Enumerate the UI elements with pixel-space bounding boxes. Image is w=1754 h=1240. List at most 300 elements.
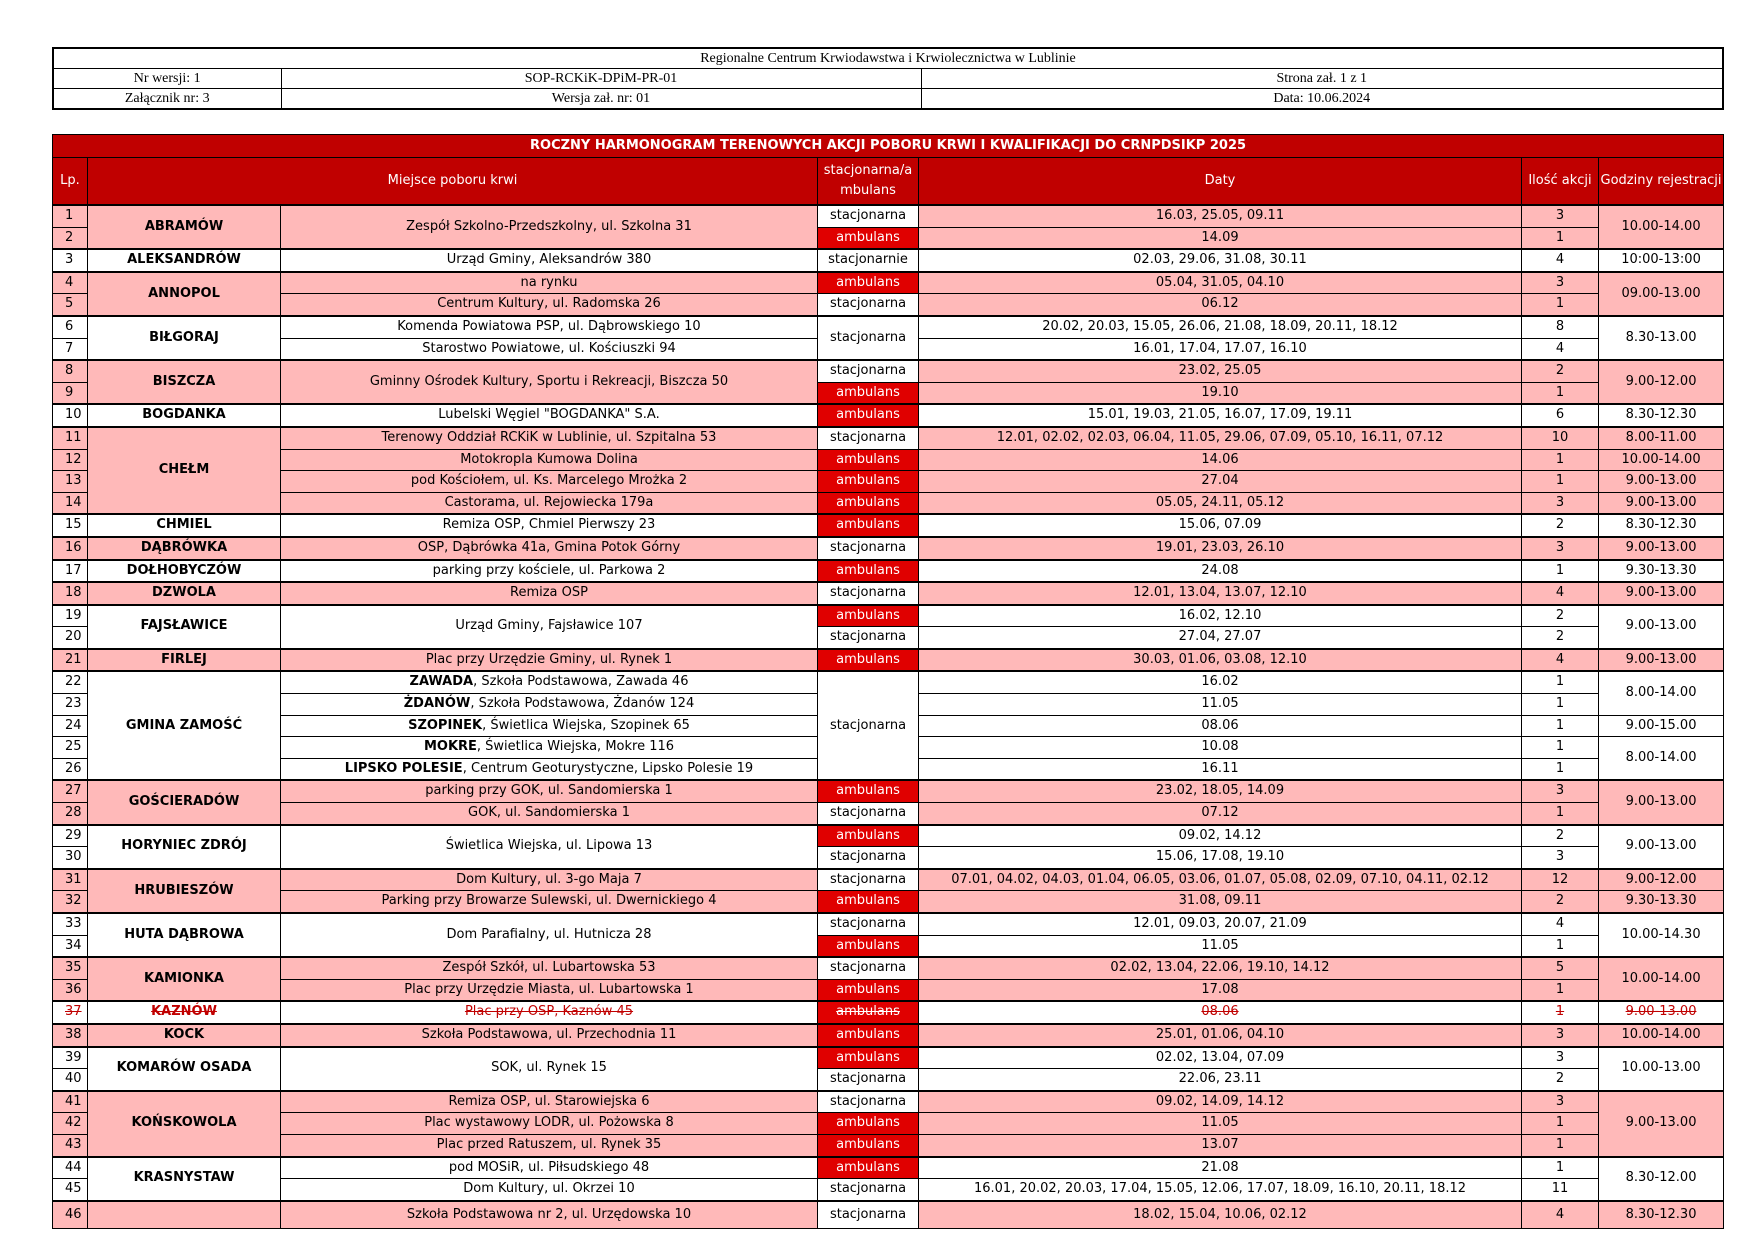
collection-type: stacjonarnie: [818, 249, 919, 272]
location-name: FIRLEJ: [88, 649, 281, 672]
location-name: HUTA DĄBROWA: [88, 913, 281, 957]
location-name: KAMIONKA: [88, 957, 281, 1001]
schedule-row: [53, 605, 1724, 627]
row-number: 25: [53, 737, 88, 759]
registration-hours: 10:00-13:00: [1599, 249, 1724, 272]
action-dates: 12.01, 09.03, 20.07, 21.09: [919, 913, 1522, 935]
collection-type: stacjonarna: [818, 205, 919, 227]
schedule-row: [53, 294, 1724, 316]
registration-hours: 9.00-13.00: [1599, 471, 1724, 493]
village-name: MOKRE: [423, 739, 477, 755]
action-count: 1: [1522, 671, 1599, 693]
action-count: 1: [1522, 935, 1599, 957]
action-count: 3: [1522, 272, 1599, 294]
collection-type: stacjonarna: [818, 537, 919, 560]
action-count: 3: [1522, 492, 1599, 514]
action-count: 2: [1522, 605, 1599, 627]
collection-place: Remiza OSP, ul. Starowiejska 6: [281, 1091, 818, 1113]
location-name: FAJSŁAWICE: [88, 605, 281, 649]
collection-place: Szkoła Podstawowa nr 2, ul. Urzędowska 10: [281, 1201, 818, 1229]
location-name: DZWOLA: [88, 582, 281, 605]
row-number: 33: [53, 913, 88, 935]
action-dates: 08.06: [919, 715, 1522, 737]
action-count: 4: [1522, 1201, 1599, 1229]
collection-place: GOK, ul. Sandomierska 1: [281, 803, 818, 825]
row-number: 27: [53, 780, 88, 802]
row-number: 41: [53, 1091, 88, 1113]
place-address: , Szkoła Podstawowa, Zawada 46: [473, 674, 689, 690]
schedule-table: [52, 134, 1724, 1229]
organization-name: Regionalne Centrum Krwiodawstwa i Krwiolecznictwa w Lublinie: [53, 48, 1723, 69]
collection-place: Plac przy OSP, Kaznów 45: [281, 1001, 818, 1024]
collection-type: ambulans: [818, 382, 919, 404]
version-number: Nr wersji: 1: [53, 69, 281, 89]
schedule-row: [53, 1113, 1724, 1135]
action-dates: 18.02, 15.04, 10.06, 02.12: [919, 1201, 1522, 1229]
schedule-row: [53, 316, 1724, 338]
row-number: 17: [53, 560, 88, 583]
registration-hours: 09.00-13.00: [1599, 272, 1724, 316]
row-number: 28: [53, 803, 88, 825]
collection-type: ambulans: [818, 1001, 919, 1024]
schedule-row: [53, 979, 1724, 1001]
schedule-row: [53, 360, 1724, 382]
document-date: Data: 10.06.2024: [921, 89, 1723, 110]
schedule-row: [53, 891, 1724, 913]
action-count: 2: [1522, 825, 1599, 847]
registration-hours: 10.00-14.00: [1599, 449, 1724, 471]
collection-place: Plac przed Ratuszem, ul. Rynek 35: [281, 1134, 818, 1156]
schedule-row: [53, 780, 1724, 802]
row-number: 11: [53, 427, 88, 449]
location-name: BOGDANKA: [88, 404, 281, 427]
registration-hours: 8.00-11.00: [1599, 427, 1724, 449]
action-dates: 16.01, 20.02, 20.03, 17.04, 15.05, 12.06, 17.07, 18.09, 16.10, 20.11, 18.12: [919, 1179, 1522, 1201]
row-number: 3: [53, 249, 88, 272]
location-name: [88, 1201, 281, 1229]
action-dates: 30.03, 01.06, 03.08, 12.10: [919, 649, 1522, 672]
collection-type: ambulans: [818, 935, 919, 957]
collection-place: Plac przy Urzędzie Miasta, ul. Lubartowska 1: [281, 979, 818, 1001]
registration-hours: 9.00-13.00: [1599, 582, 1724, 605]
registration-hours: 8.30-12.00: [1599, 1157, 1724, 1201]
action-dates: 16.03, 25.05, 09.11: [919, 205, 1522, 227]
row-number: 19: [53, 605, 88, 627]
collection-type: ambulans: [818, 1113, 919, 1135]
action-count: 1: [1522, 1134, 1599, 1156]
village-name: SZOPINEK: [408, 717, 483, 733]
schedule-row: [53, 825, 1724, 847]
collection-place: na rynku: [281, 272, 818, 294]
action-count: 8: [1522, 316, 1599, 338]
registration-hours: 9.30-13.30: [1599, 891, 1724, 913]
collection-place: Plac wystawowy LODR, ul. Pożowska 8: [281, 1113, 818, 1135]
row-number: 39: [53, 1047, 88, 1069]
collection-place: Remiza OSP: [281, 582, 818, 605]
registration-hours: 9.00-12.00: [1599, 360, 1724, 404]
schedule-row: [53, 1091, 1724, 1113]
registration-hours: 8.00-14.00: [1599, 671, 1724, 715]
registration-hours: 9.00-13.00: [1599, 605, 1724, 649]
action-dates: 14.09: [919, 227, 1522, 249]
action-dates: 27.04, 27.07: [919, 627, 1522, 649]
location-name: ANNOPOL: [88, 272, 281, 316]
action-dates: 16.01, 17.04, 17.07, 16.10: [919, 338, 1522, 360]
collection-place: Zespół Szkół, ul. Lubartowska 53: [281, 957, 818, 979]
schedule-row: [53, 869, 1724, 891]
collection-place: Gminny Ośrodek Kultury, Sportu i Rekreacji, Biszcza 50: [281, 360, 818, 404]
action-dates: 15.06, 07.09: [919, 514, 1522, 537]
row-number: 10: [53, 404, 88, 427]
action-dates: 11.05: [919, 935, 1522, 957]
row-number: 2: [53, 227, 88, 249]
collection-place: Centrum Kultury, ul. Radomska 26: [281, 294, 818, 316]
collection-place: [281, 737, 818, 759]
action-dates: 15.06, 17.08, 19.10: [919, 847, 1522, 869]
collection-place: Starostwo Powiatowe, ul. Kościuszki 94: [281, 338, 818, 360]
location-name: CHEŁM: [88, 427, 281, 514]
collection-place: [281, 671, 818, 693]
row-number: 12: [53, 449, 88, 471]
row-number: 40: [53, 1069, 88, 1091]
collection-type: ambulans: [818, 404, 919, 427]
place-address: , Szkoła Podstawowa, Żdanów 124: [470, 696, 695, 712]
row-number: 31: [53, 869, 88, 891]
row-number: 44: [53, 1157, 88, 1179]
action-dates: 13.07: [919, 1134, 1522, 1156]
registration-hours: 9.00-15.00: [1599, 715, 1724, 737]
action-dates: 10.08: [919, 737, 1522, 759]
collection-type: ambulans: [818, 891, 919, 913]
village-name: LIPSKO POLESIE: [344, 760, 463, 776]
schedule-row: [53, 671, 1724, 693]
schedule-row: [53, 560, 1724, 583]
action-dates: 22.06, 23.11: [919, 1069, 1522, 1091]
attachment-version: Wersja zał. nr: 01: [281, 89, 921, 110]
registration-hours: 9.00-13.00: [1599, 492, 1724, 514]
location-name: KOCK: [88, 1024, 281, 1047]
action-count: 2: [1522, 360, 1599, 382]
collection-place: parking przy kościele, ul. Parkowa 2: [281, 560, 818, 583]
action-dates: 06.12: [919, 294, 1522, 316]
action-count: 1: [1522, 382, 1599, 404]
schedule-title: ROCZNY HARMONOGRAM TERENOWYCH AKCJI POBORU KRWI I KWALIFIKACJI DO CRNPDSIKP 2025: [53, 135, 1724, 158]
registration-hours: 8.30-12.30: [1599, 1201, 1724, 1229]
collection-type: ambulans: [818, 272, 919, 294]
action-count: 4: [1522, 249, 1599, 272]
action-dates: 16.02: [919, 671, 1522, 693]
action-count: 2: [1522, 1069, 1599, 1091]
registration-hours: 8.30-13.00: [1599, 316, 1724, 360]
action-count: 4: [1522, 582, 1599, 605]
registration-hours: 9.00-13.00: [1599, 780, 1724, 824]
row-number: 4: [53, 272, 88, 294]
attachment-number: Załącznik nr: 3: [53, 89, 281, 110]
action-count: 2: [1522, 514, 1599, 537]
collection-place: Zespół Szkolno-Przedszkolny, ul. Szkolna 31: [281, 205, 818, 249]
row-number: 35: [53, 957, 88, 979]
row-number: 46: [53, 1201, 88, 1229]
action-count: 3: [1522, 537, 1599, 560]
schedule-row: [53, 272, 1724, 294]
collection-type: stacjonarna: [818, 582, 919, 605]
action-dates: 11.05: [919, 694, 1522, 716]
action-dates: 24.08: [919, 560, 1522, 583]
action-dates: 19.10: [919, 382, 1522, 404]
registration-hours: 10.00-14.00: [1599, 1024, 1724, 1047]
action-count: 1: [1522, 227, 1599, 249]
collection-place: Castorama, ul. Rejowiecka 179a: [281, 492, 818, 514]
schedule-row: [53, 957, 1724, 979]
action-dates: 19.01, 23.03, 26.10: [919, 537, 1522, 560]
collection-place: Szkoła Podstawowa, ul. Przechodnia 11: [281, 1024, 818, 1047]
location-name: BISZCZA: [88, 360, 281, 404]
schedule-row: [53, 205, 1724, 227]
action-dates: 21.08: [919, 1157, 1522, 1179]
registration-hours: 9.00-13.00: [1599, 825, 1724, 869]
collection-place: Dom Kultury, ul. Okrzei 10: [281, 1179, 818, 1201]
collection-type: ambulans: [818, 227, 919, 249]
column-header-count: Ilość akcji: [1522, 158, 1599, 206]
row-number: 29: [53, 825, 88, 847]
location-name: DOŁHOBYCZÓW: [88, 560, 281, 583]
column-header-lp: Lp.: [53, 158, 88, 206]
collection-type: stacjonarna: [818, 1091, 919, 1113]
row-number: 23: [53, 694, 88, 716]
collection-place: Motokropla Kumowa Dolina: [281, 449, 818, 471]
location-name: DĄBRÓWKA: [88, 537, 281, 560]
location-name: HRUBIESZÓW: [88, 869, 281, 913]
column-header-type: stacjonarna/a mbulans: [818, 158, 919, 206]
collection-type: ambulans: [818, 649, 919, 672]
schedule-row: [53, 649, 1724, 672]
collection-place: Komenda Powiatowa PSP, ul. Dąbrowskiego 10: [281, 316, 818, 338]
registration-hours: 8.30-12.30: [1599, 404, 1724, 427]
action-dates: 02.03, 29.06, 31.08, 30.11: [919, 249, 1522, 272]
collection-type: stacjonarna: [818, 957, 919, 979]
action-dates: 15.01, 19.03, 21.05, 16.07, 17.09, 19.11: [919, 404, 1522, 427]
collection-type: stacjonarna: [818, 869, 919, 891]
place-address: , Świetlica Wiejska, Mokre 116: [476, 739, 675, 755]
schedule-row: [53, 1024, 1724, 1047]
action-count: 1: [1522, 560, 1599, 583]
action-dates: 23.02, 18.05, 14.09: [919, 780, 1522, 802]
page-number: Strona zał. 1 z 1: [921, 69, 1723, 89]
action-count: 1: [1522, 979, 1599, 1001]
row-number: 9: [53, 382, 88, 404]
row-number: 18: [53, 582, 88, 605]
action-count: 3: [1522, 847, 1599, 869]
schedule-row: [53, 492, 1724, 514]
collection-type: stacjonarna: [818, 294, 919, 316]
schedule-row: [53, 404, 1724, 427]
action-dates: 17.08: [919, 979, 1522, 1001]
collection-place: pod MOSiR, ul. Piłsudskiego 48: [281, 1157, 818, 1179]
collection-type: stacjonarna: [818, 316, 919, 360]
registration-hours: 10.00-14.00: [1599, 957, 1724, 1001]
schedule-row: [53, 514, 1724, 537]
row-number: 22: [53, 671, 88, 693]
collection-place: pod Kościołem, ul. Ks. Marcelego Mrożka 2: [281, 471, 818, 493]
row-number: 37: [53, 1001, 88, 1024]
row-number: 16: [53, 537, 88, 560]
collection-type: ambulans: [818, 605, 919, 627]
village-name: ŻDANÓW: [403, 696, 471, 712]
schedule-row: [53, 1157, 1724, 1179]
collection-place: Świetlica Wiejska, ul. Lipowa 13: [281, 825, 818, 869]
row-number: 42: [53, 1113, 88, 1135]
schedule-row: [53, 582, 1724, 605]
row-number: 15: [53, 514, 88, 537]
schedule-row: [53, 913, 1724, 935]
action-dates: 09.02, 14.12: [919, 825, 1522, 847]
action-dates: 23.02, 25.05: [919, 360, 1522, 382]
action-dates: 12.01, 13.04, 13.07, 12.10: [919, 582, 1522, 605]
registration-hours: 9.00-13.00: [1599, 1001, 1724, 1024]
collection-type: ambulans: [818, 780, 919, 802]
location-name: ALEKSANDRÓW: [88, 249, 281, 272]
action-dates: 20.02, 20.03, 15.05, 26.06, 21.08, 18.09, 20.11, 18.12: [919, 316, 1522, 338]
schedule-row: [53, 471, 1724, 493]
row-number: 5: [53, 294, 88, 316]
registration-hours: 10.00-14.00: [1599, 205, 1724, 249]
action-count: 1: [1522, 294, 1599, 316]
schedule-row: [53, 803, 1724, 825]
action-dates: 12.01, 02.02, 02.03, 06.04, 11.05, 29.06, 07.09, 05.10, 16.11, 07.12: [919, 427, 1522, 449]
action-count: 3: [1522, 205, 1599, 227]
row-number: 34: [53, 935, 88, 957]
schedule-row: [53, 449, 1724, 471]
row-number: 45: [53, 1179, 88, 1201]
collection-place: OSP, Dąbrówka 41a, Gmina Potok Górny: [281, 537, 818, 560]
row-number: 38: [53, 1024, 88, 1047]
collection-place: [281, 758, 818, 780]
action-dates: 02.02, 13.04, 07.09: [919, 1047, 1522, 1069]
column-header-hours: Godziny rejestracji: [1599, 158, 1724, 206]
collection-place: Terenowy Oddział RCKiK w Lublinie, ul. Szpitalna 53: [281, 427, 818, 449]
collection-type: ambulans: [818, 1134, 919, 1156]
row-number: 36: [53, 979, 88, 1001]
collection-type: ambulans: [818, 449, 919, 471]
collection-type: ambulans: [818, 560, 919, 583]
schedule-row: [53, 1134, 1724, 1156]
action-dates: 07.01, 04.02, 04.03, 01.04, 06.05, 03.06, 01.07, 05.08, 02.09, 07.10, 04.11, 02.12: [919, 869, 1522, 891]
registration-hours: 10.00-13.00: [1599, 1047, 1724, 1091]
column-header-dates: Daty: [919, 158, 1522, 206]
schedule-row: [53, 1047, 1724, 1069]
row-number: 21: [53, 649, 88, 672]
registration-hours: 9.00-13.00: [1599, 649, 1724, 672]
action-count: 1: [1522, 449, 1599, 471]
action-count: 6: [1522, 404, 1599, 427]
collection-place: Urząd Gminy, Fajsławice 107: [281, 605, 818, 649]
place-address: , Centrum Geoturystyczne, Lipsko Polesie 19: [462, 760, 754, 776]
action-count: 3: [1522, 1024, 1599, 1047]
action-count: 1: [1522, 803, 1599, 825]
schedule-row: [53, 537, 1724, 560]
location-name: BIŁGORAJ: [88, 316, 281, 360]
row-number: 43: [53, 1134, 88, 1156]
collection-type: ambulans: [818, 1024, 919, 1047]
row-number: 30: [53, 847, 88, 869]
collection-place: SOK, ul. Rynek 15: [281, 1047, 818, 1091]
schedule-row: [53, 427, 1724, 449]
row-number: 20: [53, 627, 88, 649]
action-dates: 08.06: [919, 1001, 1522, 1024]
collection-type: ambulans: [818, 471, 919, 493]
collection-type: stacjonarna: [818, 803, 919, 825]
schedule-row: [53, 1001, 1724, 1024]
collection-type: ambulans: [818, 979, 919, 1001]
collection-type: stacjonarna: [818, 671, 919, 780]
action-count: 12: [1522, 869, 1599, 891]
document-header: [52, 47, 1724, 110]
schedule-row: [53, 249, 1724, 272]
row-number: 24: [53, 715, 88, 737]
action-dates: 05.05, 24.11, 05.12: [919, 492, 1522, 514]
action-count: 4: [1522, 913, 1599, 935]
collection-type: stacjonarna: [818, 1179, 919, 1201]
collection-place: [281, 715, 818, 737]
action-dates: 07.12: [919, 803, 1522, 825]
action-dates: 25.01, 01.06, 04.10: [919, 1024, 1522, 1047]
action-dates: 31.08, 09.11: [919, 891, 1522, 913]
location-name: KAZNÓW: [88, 1001, 281, 1024]
action-dates: 16.02, 12.10: [919, 605, 1522, 627]
location-name: KOMARÓW OSADA: [88, 1047, 281, 1091]
collection-place: Dom Parafialny, ul. Hutnicza 28: [281, 913, 818, 957]
registration-hours: 8.00-14.00: [1599, 737, 1724, 781]
registration-hours: 8.30-12.30: [1599, 514, 1724, 537]
collection-place: Plac przy Urzędzie Gminy, ul. Rynek 1: [281, 649, 818, 672]
action-dates: 16.11: [919, 758, 1522, 780]
action-dates: 02.02, 13.04, 22.06, 19.10, 14.12: [919, 957, 1522, 979]
collection-type: stacjonarna: [818, 427, 919, 449]
registration-hours: 9.30-13.30: [1599, 560, 1724, 583]
action-count: 2: [1522, 891, 1599, 913]
action-count: 1: [1522, 1113, 1599, 1135]
village-name: ZAWADA: [409, 674, 474, 690]
collection-place: Lubelski Węgiel "BOGDANKA" S.A.: [281, 404, 818, 427]
action-count: 1: [1522, 1157, 1599, 1179]
action-dates: 14.06: [919, 449, 1522, 471]
action-count: 3: [1522, 1091, 1599, 1113]
registration-hours: 9.00-12.00: [1599, 869, 1724, 891]
column-header-place: Miejsce poboru krwi: [88, 158, 818, 206]
action-count: 10: [1522, 427, 1599, 449]
collection-type: stacjonarna: [818, 1069, 919, 1091]
action-count: 2: [1522, 627, 1599, 649]
action-dates: 11.05: [919, 1113, 1522, 1135]
collection-place: [281, 694, 818, 716]
row-number: 6: [53, 316, 88, 338]
collection-type: stacjonarna: [818, 1201, 919, 1229]
collection-place: parking przy GOK, ul. Sandomierska 1: [281, 780, 818, 802]
registration-hours: 9.00-13.00: [1599, 1091, 1724, 1157]
location-name: CHMIEL: [88, 514, 281, 537]
row-number: 14: [53, 492, 88, 514]
action-count: 3: [1522, 1047, 1599, 1069]
collection-type: ambulans: [818, 1047, 919, 1069]
action-count: 1: [1522, 1001, 1599, 1024]
action-count: 1: [1522, 715, 1599, 737]
action-dates: 09.02, 14.09, 14.12: [919, 1091, 1522, 1113]
collection-place: Parking przy Browarze Sulewski, ul. Dwernickiego 4: [281, 891, 818, 913]
collection-type: ambulans: [818, 492, 919, 514]
collection-place: Dom Kultury, ul. 3-go Maja 7: [281, 869, 818, 891]
collection-type: ambulans: [818, 825, 919, 847]
collection-type: stacjonarna: [818, 913, 919, 935]
